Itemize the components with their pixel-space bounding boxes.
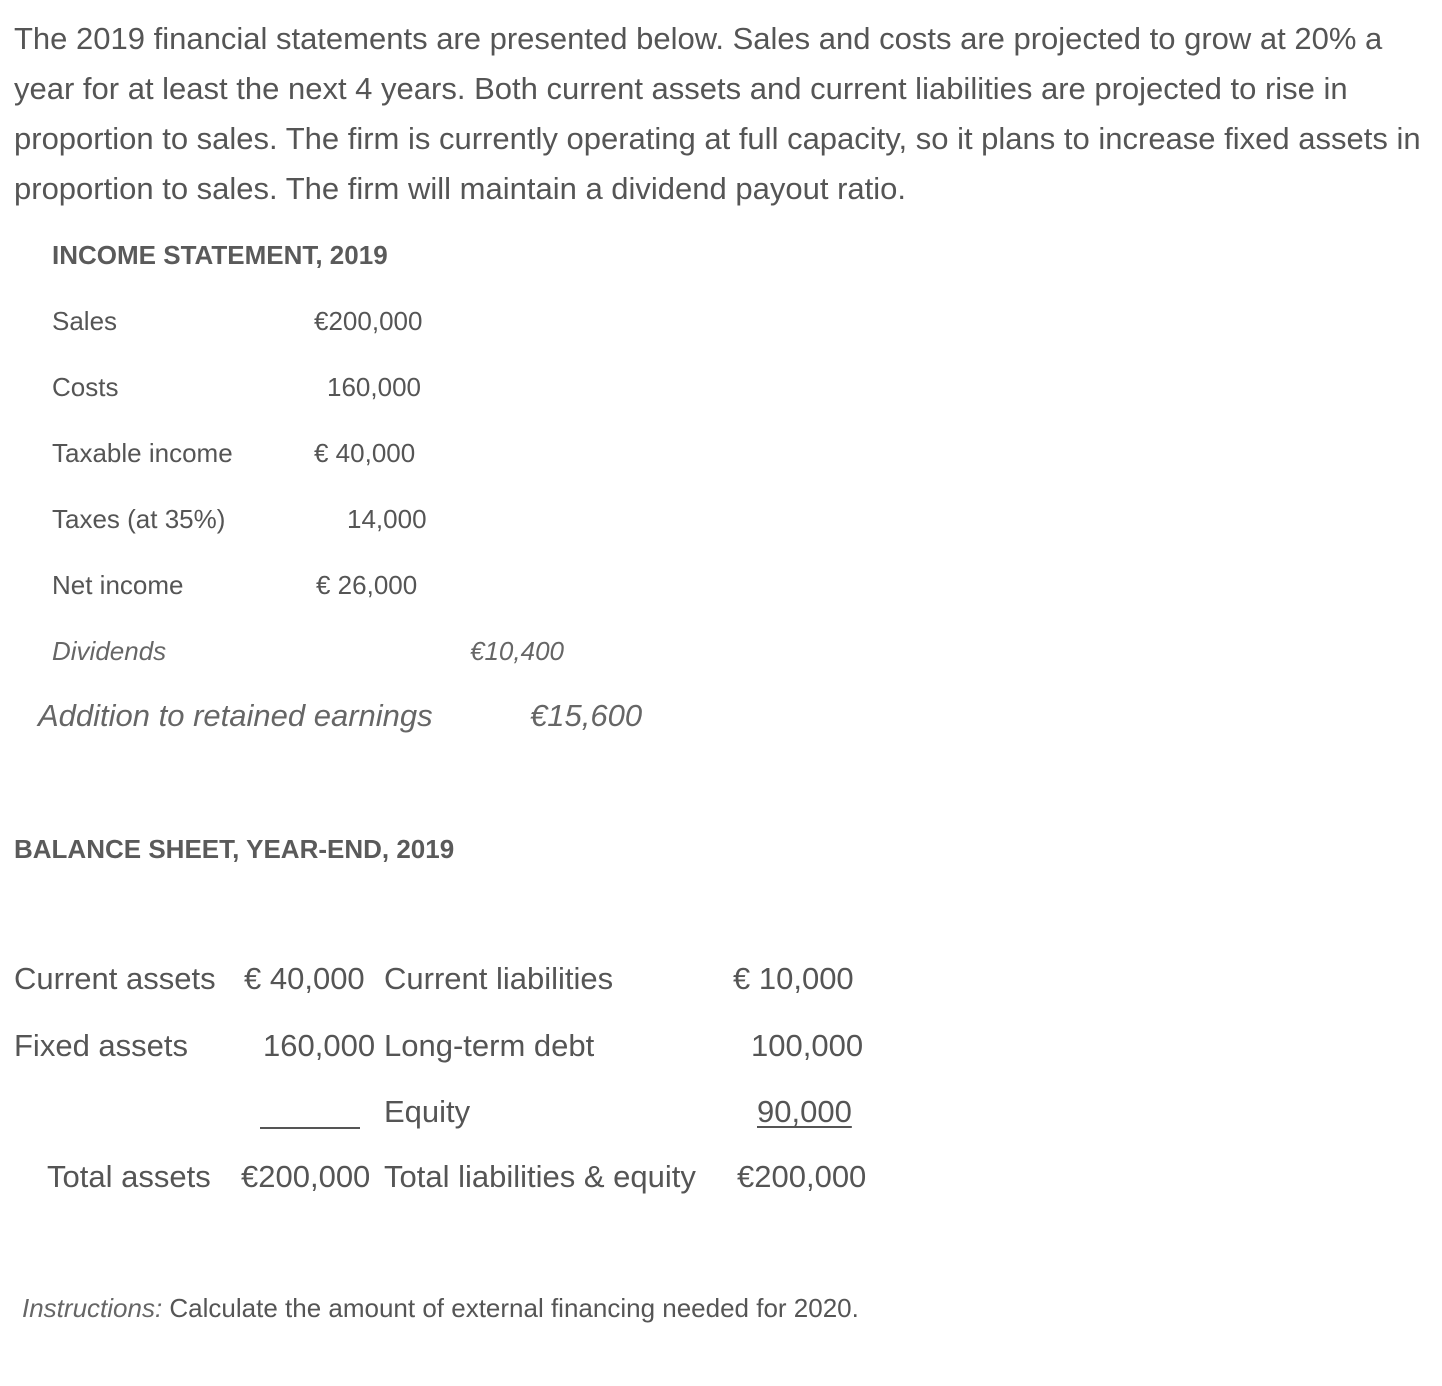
problem-intro: The 2019 financial statements are presented below. Sales and costs are projected to grow at 20% a year for at least the next 4 years. Both current assets and current liabilities are projected to rise in proportion to sales. The firm is currently operating at full capacity, so it plans to increase fixed assets in proportion to sales. The firm will maintain a dividend payout ratio. <box>14 21 1421 206</box>
current-assets-value: € 40,000 <box>244 961 365 996</box>
net-income-value: € 26,000 <box>316 570 418 600</box>
dividends-value: €10,400 <box>470 636 564 666</box>
total-liabilities-label: Total liabilities & equity <box>384 1159 696 1194</box>
equity-label: Equity <box>384 1094 471 1129</box>
instructions-text: Calculate the amount of external financing needed for 2020. <box>162 1293 859 1323</box>
assets-total-rule <box>260 1127 360 1129</box>
fixed-assets-value: 160,000 <box>263 1028 376 1063</box>
total-assets-label: Total assets <box>47 1159 211 1194</box>
retained-earnings-value: €15,600 <box>530 698 643 733</box>
costs-value: 160,000 <box>327 372 421 402</box>
long-term-debt-label: Long-term debt <box>384 1028 595 1063</box>
long-term-debt-value: 100,000 <box>751 1028 864 1063</box>
equity-value: 90,000 <box>757 1094 852 1129</box>
taxes-value: 14,000 <box>347 504 427 534</box>
taxable-income-label: Taxable income <box>52 438 233 468</box>
instructions <box>22 1293 859 1324</box>
net-income-label: Net income <box>52 570 184 600</box>
costs-label: Costs <box>52 372 119 402</box>
total-assets-value: €200,000 <box>241 1159 371 1194</box>
total-liabilities-value: €200,000 <box>737 1159 867 1194</box>
balance-sheet-heading: BALANCE SHEET, YEAR-END, 2019 <box>14 834 455 864</box>
retained-earnings-label: Addition to retained earnings <box>38 698 433 733</box>
taxable-income-value: € 40,000 <box>314 438 416 468</box>
taxes-label: Taxes (at 35%) <box>52 504 226 534</box>
instructions-lead: Instructions: <box>22 1293 163 1323</box>
current-liabilities-label: Current liabilities <box>384 961 614 996</box>
current-assets-label: Current assets <box>14 961 216 996</box>
fixed-assets-label: Fixed assets <box>14 1028 189 1063</box>
current-liabilities-value: € 10,000 <box>733 961 854 996</box>
sales-label: Sales <box>52 306 118 336</box>
dividends-label: Dividends <box>52 636 167 666</box>
sales-value: €200,000 <box>314 306 423 336</box>
income-statement-heading: INCOME STATEMENT, 2019 <box>52 240 388 270</box>
